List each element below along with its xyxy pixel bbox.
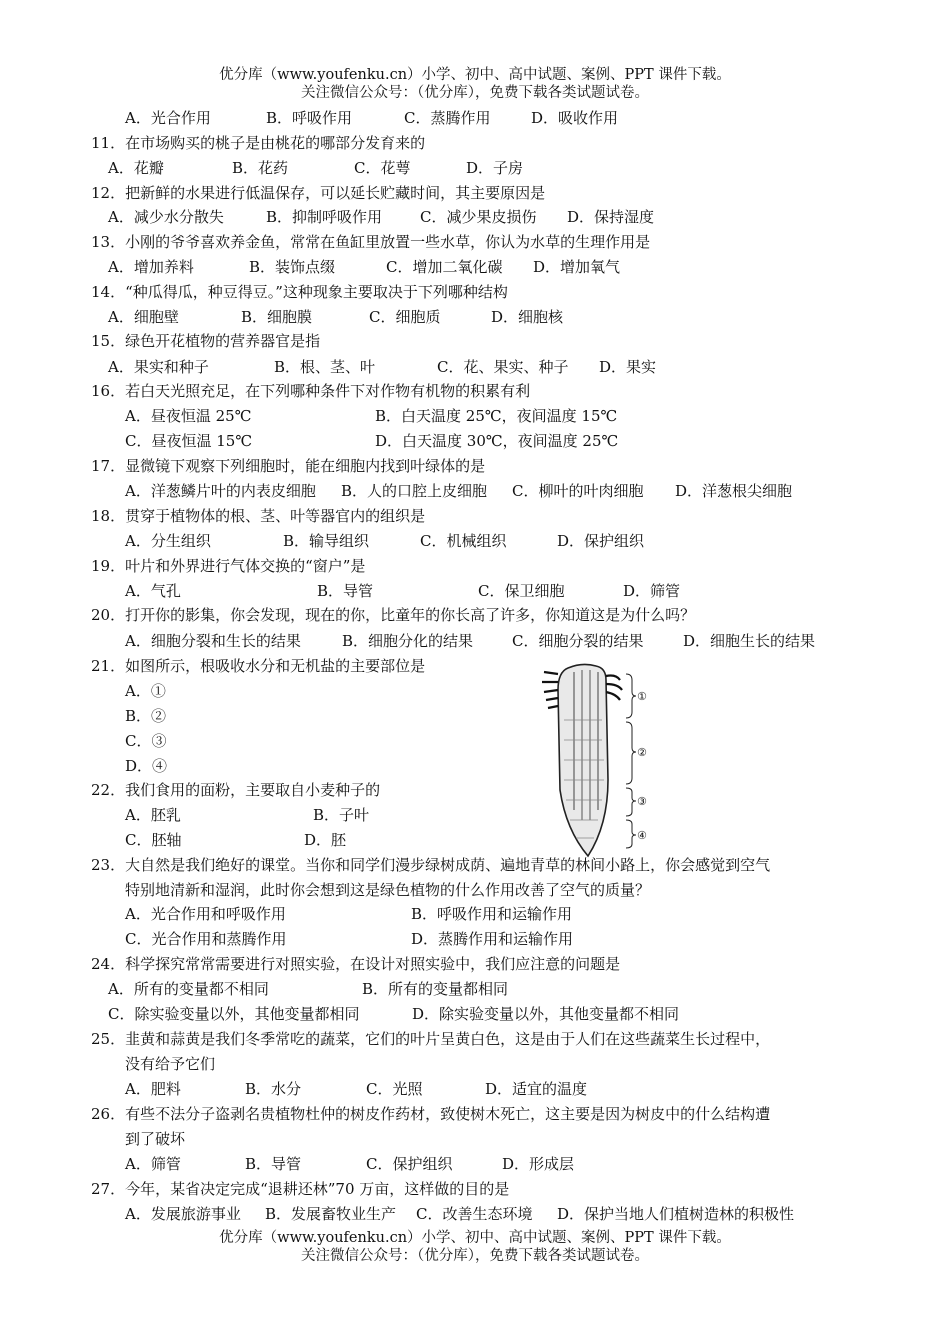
root-tip-drawing	[536, 660, 656, 860]
q10-option-c: C．蒸腾作用	[404, 109, 491, 127]
q21-option-a: A．①	[125, 682, 166, 700]
q25-option-c: C．光照	[366, 1080, 423, 1098]
q14-option-b: B．细胞膜	[241, 308, 313, 326]
q15-option-b: B．根、茎、叶	[274, 358, 376, 376]
root-hairs-left	[542, 672, 558, 708]
figure-label-1: ①	[637, 690, 647, 703]
page-header	[0, 66, 950, 102]
question-24-stem: 24．科学探究常常需要进行对照实验，在设计对照实验中，我们应注意的问题是	[91, 955, 621, 973]
figure-label-4: ④	[637, 829, 647, 842]
question-23-stem-cont: 特别地清新和湿润，此时你会想到这是绿色植物的什么作用改善了空气的质量？	[125, 881, 651, 899]
q27-option-b: B．发展畜牧业生产	[265, 1205, 397, 1223]
q12-option-b: B．抑制呼吸作用	[266, 208, 383, 226]
q12-option-a: A．减少水分散失	[108, 208, 224, 226]
question-25-stem-cont: 没有给予它们	[125, 1055, 216, 1073]
q14-option-a: A．细胞壁	[108, 308, 179, 326]
question-13-stem: 13．小刚的爷爷喜欢养金鱼，常常在鱼缸里放置一些水草，你认为水草的生理作用是	[91, 233, 651, 251]
q17-option-d: D．洋葱根尖细胞	[675, 482, 793, 500]
q15-option-c: C．花、果实、种子	[437, 358, 569, 376]
q21-option-c: C．③	[125, 732, 167, 750]
q20-option-b: B．细胞分化的结果	[342, 632, 474, 650]
bracket-2	[626, 722, 636, 784]
question-27-stem: 27．今年，某省决定完成“退耕还林”70 万亩，这样做的目的是	[91, 1180, 510, 1198]
q11-option-a: A．花瓣	[108, 159, 164, 177]
q16-option-b: B．白天温度 25℃，夜间温度 15℃	[375, 407, 618, 425]
q18-option-c: C．机械组织	[420, 532, 507, 550]
q12-option-c: C．减少果皮损伤	[420, 208, 537, 226]
q11-option-b: B．花药	[232, 159, 289, 177]
q25-option-b: B．水分	[245, 1080, 302, 1098]
q22-option-a: A．胚乳	[125, 806, 181, 824]
question-25-stem: 25．韭黄和蒜黄是我们冬季常吃的蔬菜，它们的叶片呈黄白色，这是由于人们在这些蔬菜生长过程中，	[91, 1030, 771, 1048]
q13-option-a: A．增加养料	[108, 258, 194, 276]
q21-option-b: B．②	[125, 707, 167, 725]
q20-option-a: A．细胞分裂和生长的结果	[125, 632, 301, 650]
q15-option-d: D．果实	[599, 358, 657, 376]
q18-option-d: D．保护组织	[557, 532, 645, 550]
q23-option-b: B．呼吸作用和运输作用	[411, 905, 573, 923]
header-line-2: 关注微信公众号：（优分库），免费下载各类试题试卷。	[301, 85, 649, 101]
q26-option-b: B．导管	[245, 1155, 302, 1173]
q25-option-d: D．适宜的温度	[485, 1080, 588, 1098]
q16-option-c: C．昼夜恒温 15℃	[125, 432, 253, 450]
question-20-stem: 20．打开你的影集，你会发现，现在的你，比童年的你长高了许多，你知道这是为什么吗？	[91, 606, 696, 624]
q20-option-d: D．细胞生长的结果	[683, 632, 816, 650]
q27-option-d: D．保护当地人们植树造林的积极性	[557, 1205, 795, 1223]
q13-option-c: C．增加二氧化碳	[386, 258, 503, 276]
q24-option-b: B．所有的变量都相同	[362, 980, 509, 998]
q12-option-d: D．保持湿度	[567, 208, 655, 226]
page-footer	[0, 1229, 950, 1265]
q22-option-d: D．胚	[304, 831, 347, 849]
q23-option-a: A．光合作用和呼吸作用	[125, 905, 286, 923]
question-23-stem: 23．大自然是我们绝好的课堂。当你和同学们漫步绿树成荫、遍地青草的林间小路上，你会感觉到空气	[91, 856, 771, 874]
question-21-stem: 21．如图所示，根吸收水分和无机盐的主要部位是	[91, 657, 426, 675]
root-tip-figure	[536, 660, 656, 860]
question-17-stem: 17．显微镜下观察下列细胞时，能在细胞内找到叶绿体的是	[91, 457, 486, 475]
q13-option-d: D．增加氧气	[533, 258, 621, 276]
q16-option-d: D．白天温度 30℃，夜间温度 25℃	[375, 432, 619, 450]
q20-option-c: C．细胞分裂的结果	[512, 632, 644, 650]
q21-option-d: D．④	[125, 757, 168, 775]
question-11-stem: 11．在市场购买的桃子是由桃花的哪部分发育来的	[91, 134, 426, 152]
footer-line-1: 优分库（www.youfenku.cn）小学、初中、高中试题、案例、PPT 课件下载。	[219, 1230, 731, 1246]
q27-option-a: A．发展旅游事业	[125, 1205, 241, 1223]
question-16-stem: 16．若白天光照充足，在下列哪种条件下对作物有机物的积累有利	[91, 382, 531, 400]
q10-option-d: D．吸收作用	[531, 109, 619, 127]
q23-option-d: D．蒸腾作用和运输作用	[411, 930, 574, 948]
q16-option-a: A．昼夜恒温 25℃	[125, 407, 252, 425]
q23-option-c: C．光合作用和蒸腾作用	[125, 930, 287, 948]
q18-option-a: A．分生组织	[125, 532, 211, 550]
question-26-stem-cont: 到了破坏	[125, 1130, 186, 1148]
q10-option-b: B．呼吸作用	[266, 109, 353, 127]
q24-option-c: C．除实验变量以外，其他变量都相同	[108, 1005, 360, 1023]
q15-option-a: A．果实和种子	[108, 358, 209, 376]
q11-option-c: C．花萼	[354, 159, 411, 177]
q10-option-a: A．光合作用	[125, 109, 211, 127]
bracket-4	[626, 820, 636, 848]
q17-option-a: A．洋葱鳞片叶的内表皮细胞	[125, 482, 316, 500]
q13-option-b: B．装饰点缀	[249, 258, 336, 276]
q25-option-a: A．肥料	[125, 1080, 181, 1098]
q27-option-c: C．改善生态环境	[416, 1205, 533, 1223]
q26-option-c: C．保护组织	[366, 1155, 453, 1173]
q11-option-d: D．子房	[466, 159, 524, 177]
q22-option-b: B．子叶	[313, 806, 370, 824]
q19-option-d: D．筛管	[623, 582, 681, 600]
question-12-stem: 12．把新鲜的水果进行低温保存，可以延长贮藏时间，其主要原因是	[91, 184, 546, 202]
question-15-stem: 15．绿色开花植物的营养器官是指	[91, 332, 321, 350]
bracket-1	[626, 674, 636, 718]
q26-option-a: A．筛管	[125, 1155, 181, 1173]
question-18-stem: 18．贯穿于植物体的根、茎、叶等器官内的组织是	[91, 507, 426, 525]
figure-label-3: ③	[637, 795, 647, 808]
q19-option-a: A．气孔	[125, 582, 181, 600]
q17-option-b: B．人的口腔上皮细胞	[341, 482, 488, 500]
q19-option-c: C．保卫细胞	[478, 582, 565, 600]
question-26-stem: 26．有些不法分子盗剥名贵植物杜仲的树皮作药材，致使树木死亡，这主要是因为树皮中的什么结构遭	[91, 1105, 771, 1123]
q22-option-c: C．胚轴	[125, 831, 182, 849]
question-19-stem: 19．叶片和外界进行气体交换的“窗户”是	[91, 557, 366, 575]
q26-option-d: D．形成层	[502, 1155, 575, 1173]
question-22-stem: 22．我们食用的面粉，主要取自小麦种子的	[91, 781, 381, 799]
bracket-3	[626, 788, 636, 816]
q17-option-c: C．柳叶的叶肉细胞	[512, 482, 644, 500]
root-hairs-right	[606, 676, 622, 701]
q18-option-b: B．输导组织	[283, 532, 370, 550]
q19-option-b: B．导管	[317, 582, 374, 600]
q14-option-c: C．细胞质	[369, 308, 441, 326]
q24-option-d: D．除实验变量以外，其他变量都不相同	[412, 1005, 680, 1023]
header-line-1: 优分库（www.youfenku.cn）小学、初中、高中试题、案例、PPT 课件下载。	[219, 67, 731, 83]
figure-label-2: ②	[637, 746, 647, 759]
footer-line-2: 关注微信公众号：（优分库），免费下载各类试题试卷。	[301, 1248, 649, 1264]
q14-option-d: D．细胞核	[491, 308, 564, 326]
question-14-stem: 14．“种瓜得瓜，种豆得豆。”这种现象主要取决于下列哪种结构	[91, 283, 508, 301]
q24-option-a: A．所有的变量都不相同	[108, 980, 269, 998]
